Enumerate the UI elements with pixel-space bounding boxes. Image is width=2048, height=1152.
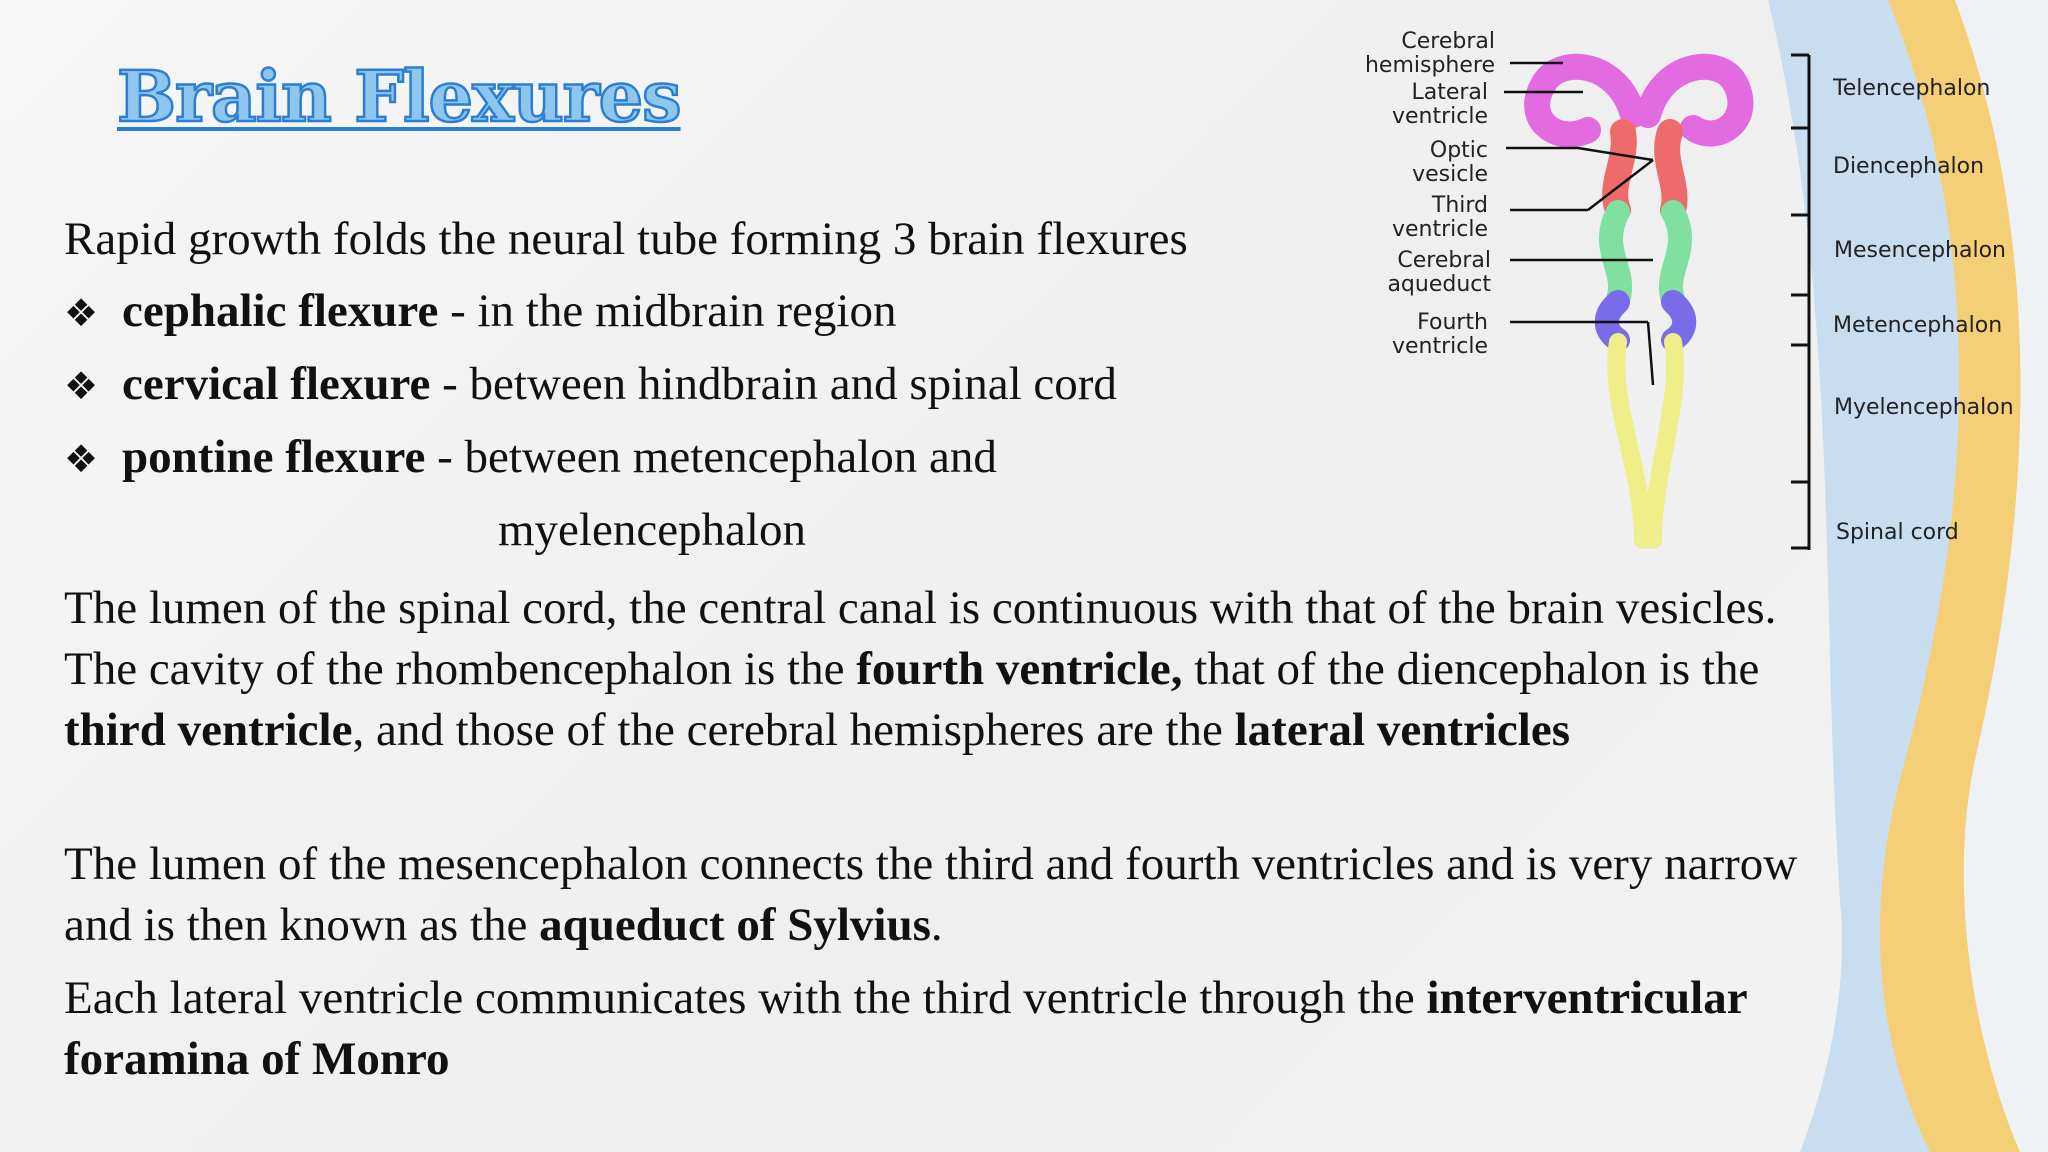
diamond-bullet-icon: ❖	[64, 437, 99, 481]
right-labels	[1832, 76, 2014, 545]
left-labels	[1365, 29, 1495, 359]
intro-text: Rapid growth folds the neural tube forming 3 brain flexures	[64, 213, 1188, 265]
para-bold: lateral ventricles	[1234, 704, 1571, 756]
paragraph-ventricles	[64, 578, 1804, 761]
mesencephalon-shape	[1611, 212, 1680, 300]
diamond-bullet-icon: ❖	[64, 364, 99, 408]
label-mesencephalon: Mesencephalon	[1834, 238, 2006, 263]
bullet-desc: - between metencephalon and	[425, 431, 997, 483]
bullet-term: cervical flexure	[122, 358, 431, 410]
para-text: that of the diencephalon is the	[1182, 643, 1760, 695]
para-text: The lumen of the mesencephalon connects the third and fourth ventricles and is very narrow and is then known as the	[64, 838, 1798, 951]
label-metencephalon: Metencephalon	[1833, 313, 2003, 338]
label-optic-vesicle: Optic vesicle	[1412, 138, 1488, 187]
label-diencephalon: Diencephalon	[1833, 154, 1985, 179]
label-telencephalon: Telencephalon	[1833, 76, 1991, 101]
slide-title: Brain Flexures	[117, 55, 681, 138]
bullet-term: pontine flexure	[122, 431, 426, 483]
para-bold: interventricular foramina of Monro	[64, 972, 1747, 1085]
region-bracket	[1791, 55, 1809, 550]
para-text: Each lateral ventricle communicates with the third ventricle through the	[64, 972, 1427, 1024]
paragraph-aqueduct	[64, 834, 1804, 956]
label-third-ventricle: Third ventricle	[1391, 193, 1488, 242]
telencephalon-shape	[1537, 67, 1740, 135]
para-text: , and those of the cerebral hemispheres are the	[352, 704, 1235, 756]
bullet-cervical	[64, 353, 1117, 417]
diencephalon-shape	[1615, 132, 1674, 210]
diamond-bullet-icon: ❖	[64, 291, 99, 335]
paragraph-monro	[64, 968, 1804, 1090]
para-bold: third ventricle	[64, 704, 353, 756]
label-cerebral-aqueduct: Cerebral aqueduct	[1387, 248, 1491, 297]
para-text: The lumen of the spinal cord, the central canal is continuous with that of the brain vesicles. The cavity of the rhombencephalon is the	[64, 582, 1777, 695]
bullet-term: cephalic flexure	[122, 285, 439, 337]
para-bold: fourth ventricle,	[856, 643, 1183, 695]
para-text: .	[930, 899, 943, 951]
bullet-desc: - in the midbrain region	[438, 285, 897, 337]
bullet-pontine	[64, 426, 997, 490]
label-cerebral-hemisphere: Cerebral hemisphere	[1364, 29, 1495, 78]
neural-tube	[1537, 67, 1740, 540]
label-myelencephalon: Myelencephalon	[1834, 395, 2014, 420]
bullet-desc: - between hindbrain and spinal cord	[430, 358, 1117, 410]
label-lateral-ventricle: Lateral ventricle	[1391, 80, 1488, 129]
bullet-continuation: myelencephalon	[498, 504, 806, 556]
label-fourth-ventricle: Fourth ventricle	[1391, 310, 1488, 359]
brain-vesicles-diagram	[1288, 0, 2048, 560]
myelencephalon-shape	[1616, 342, 1675, 540]
label-spinal-cord: Spinal cord	[1836, 520, 1959, 545]
bullet-cephalic	[64, 280, 896, 344]
para-bold: aqueduct of Sylvius	[539, 899, 931, 951]
